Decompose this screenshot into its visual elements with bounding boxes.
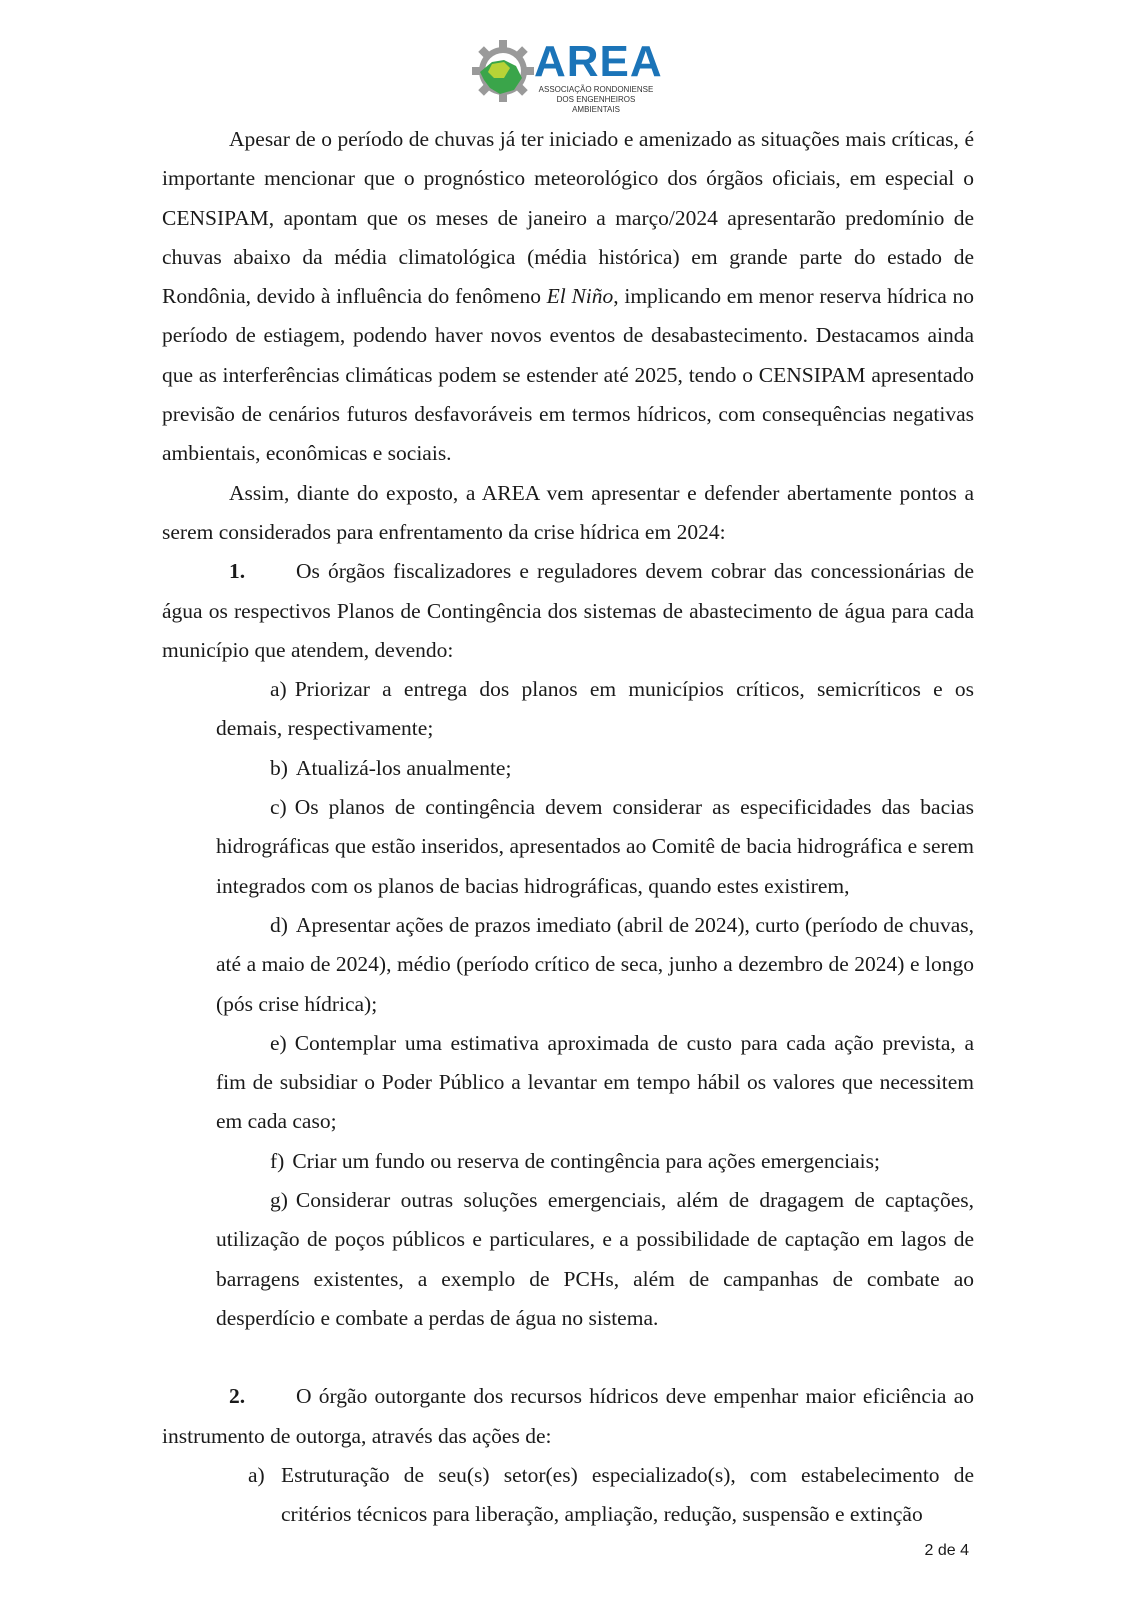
list-item: e) Contemplar uma estimativa aproximada de custo para cada ação prevista, a fim de subsidiar o Poder Público a levantar em tempo hábil os valores que necessitem em cada caso; [216,1030,974,1134]
spacer [162,1338,974,1377]
page-number: 2 de 4 [924,1542,969,1559]
gear-map-icon [470,38,536,104]
logo-wordmark: AREA [534,37,663,86]
list-item: a) Estruturação de seu(s) setor(es) especializado(s), com estabelecimento de critérios técnicos para liberação, ampliação, redução, suspensão e extinção [248,1462,974,1527]
list-item: f) Criar um fundo ou reserva de contingência para ações emergenciais; [270,1148,880,1173]
list-item: g) Considerar outras soluções emergenciais, além de dragagem de captações, utilização de poços públicos e particulares, e a possibilidade de captação em lagos de barragens existentes, a exemplo de PCHs, além de campanhas de combate ao desperdício e combate a perdas de água no sistema. [216,1188,974,1330]
item-number: 1. [229,559,246,584]
list-item: d) Apresentar ações de prazos imediato (abril de 2024), curto (período de chuvas, até a maio de 2024), médio (período crítico de seca, junho a dezembro de 2024) e longo (pós crise hídrica); [216,912,974,1016]
area-logo [470,37,670,114]
list-item: a) Priorizar a entrega dos planos em municípios críticos, semicríticos e os demais, respectivamente; [216,677,974,741]
logo-subtitle: ASSOCIAÇÃO RONDONIENSE DOS ENGENHEIROS AMBIENTAIS [538,85,654,114]
numbered-item-2: 2. O órgão outorgante dos recursos hídricos deve empenhar maior eficiência ao instrumento de outorga, através das ações de: [162,1377,974,1456]
paragraph-intro-points: Assim, diante do exposto, a AREA vem apresentar e defender abertamente pontos a serem considerados para enfrentamento da crise hídrica em 2024: [162,480,974,544]
item-1-sublist [162,670,974,1338]
list-item: b) Atualizá-los anualmente; [270,755,512,780]
list-item: c) Os planos de contingência devem considerar as especificidades das bacias hidrográficas que estão inseridos, apresentados ao Comitê de bacia hidrográfica e serem integrados com os planos de bacias hidrográficas, quando estes existirem, [216,795,974,898]
numbered-item-1: 1. Os órgãos fiscalizadores e reguladores devem cobrar das concessionárias de água os respectivos Planos de Contingência dos sistemas de abastecimento de água para cada município que atendem, devendo: [162,552,974,670]
document-body [162,120,974,1534]
item-number: 2. [229,1384,246,1409]
paragraph-context: Apesar de o período de chuvas já ter iniciado e amenizado as situações mais críticas, é importante mencionar que o prognóstico meteorológico dos órgãos oficiais, em especial o CENSIPAM, apontam que os meses de janeiro a março/2024 apresentarão predomínio de chuvas abaixo da média climatológica (média histórica) em grande parte do estado de Rondônia, devido à influência do fenômeno El Niño, implicando em menor reserva hídrica no período de estiagem, podendo haver novos eventos de desabastecimento. Destacamos ainda que as interferências climáticas podem se estender até 2025, tendo o CENSIPAM apresentado previsão de cenários futuros desfavoráveis em termos hídricos, com consequências negativas ambientais, econômicas e sociais. [162,127,975,466]
